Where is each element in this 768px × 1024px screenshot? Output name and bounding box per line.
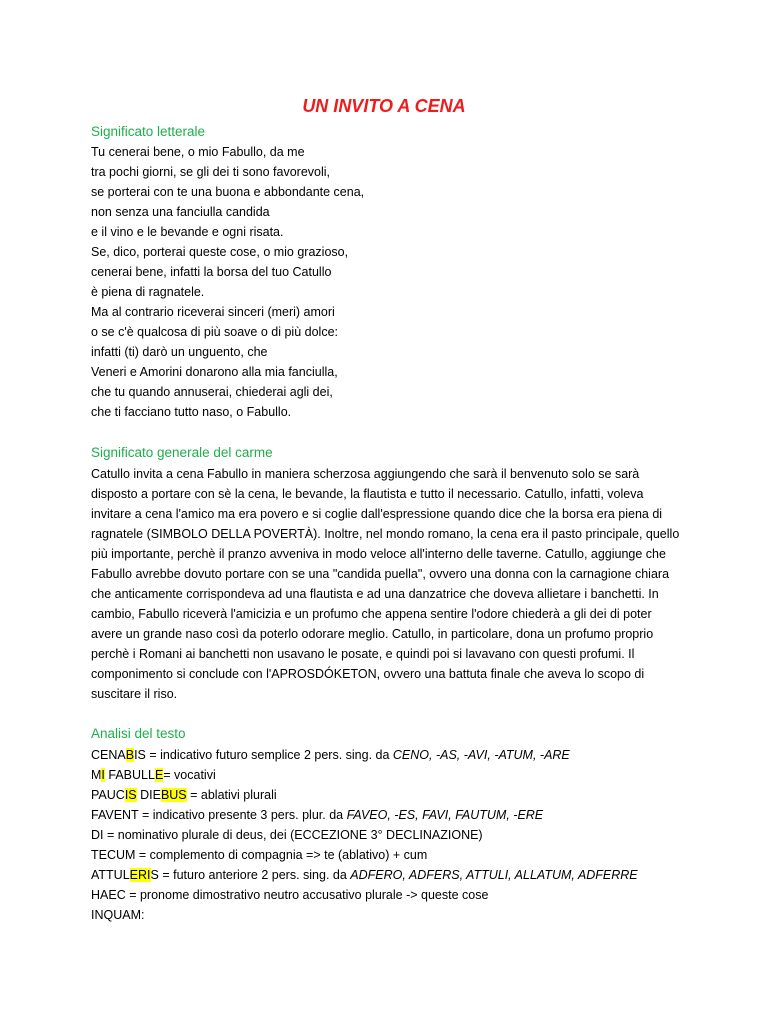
paragraph-line: ragnatele (SIMBOLO DELLA POVERTÀ). Inoltre, nel mondo romano, la cena era il pasto principale, quello	[91, 527, 680, 541]
general-heading: Significato generale del carme	[91, 445, 273, 460]
paragraph-line: più importante, perchè il pranzo avveniva in modo veloce all'interno delle taverne. Catullo, aggiunge che	[91, 547, 666, 561]
translation-line: Ma al contrario riceverai sinceri (meri) amori	[91, 305, 335, 319]
analysis-line	[91, 825, 681, 845]
paragraph-line: suscitare il riso.	[91, 687, 178, 701]
highlighted-ending: I	[101, 768, 105, 782]
paragraph-line: componimento si conclude con l'APROSDÓKETON, ovvero una battuta finale che aveva lo scopo di	[91, 667, 645, 681]
paragraph-line: avere un grande naso così da poterlo odorare meglio. Catullo, in particolare, dona un profumo proprio	[91, 627, 654, 641]
analysis-text: = vocativi	[163, 768, 216, 782]
translation-line: non senza una fanciulla candida	[91, 205, 270, 219]
highlighted-ending: BUS	[160, 788, 187, 802]
analysis-text: IS = indicativo futuro semplice 2 pers. sing. da	[134, 748, 393, 762]
analysis-text: PAUC	[91, 788, 125, 802]
analysis-heading: Analisi del testo	[91, 726, 186, 741]
analysis-line	[91, 745, 681, 765]
analysis-text: TECUM = complemento di compagnia => te (ablativo) + cum	[91, 848, 428, 862]
translation-line: che ti facciano tutto naso, o Fabullo.	[91, 405, 292, 419]
analysis-line	[91, 845, 681, 865]
highlighted-ending: E	[154, 768, 164, 782]
translation-line: è piena di ragnatele.	[91, 285, 205, 299]
analysis-text: DIE	[136, 788, 161, 802]
translation-line: se porterai con te una buona e abbondante cena,	[91, 185, 365, 199]
highlighted-ending: IS	[124, 788, 137, 802]
highlighted-ending: B	[125, 748, 135, 762]
text-analysis-list	[91, 745, 681, 925]
literal-heading: Significato letterale	[91, 124, 206, 139]
translation-line: o se c'è qualcosa di più soave o di più dolce:	[91, 325, 338, 339]
analysis-text: S = futuro anteriore 2 pers. sing. da	[150, 868, 351, 882]
verb-paradigm: CENO, -AS, -AVI, -ATUM, -ARE	[392, 748, 570, 762]
paragraph-line: che anticamente corrispondeva ad una flautista e ad una danzatrice che doveva allietare i banchetti. In	[91, 587, 659, 601]
paragraph-line: Catullo invita a cena Fabullo in maniera scherzosa aggiungendo che sarà il benvenuto solo se sarà	[91, 467, 640, 481]
verb-paradigm: FAVEO, -ES, FAVI, FAUTUM, -ERE	[346, 808, 544, 822]
analysis-text: = ablativi plurali	[186, 788, 277, 802]
analysis-text: DI = nominativo plurale di deus, dei (ECCEZIONE 3° DECLINAZIONE)	[91, 828, 483, 842]
paragraph-line: perchè i Romani ai banchetti non usavano le posate, e quindi poi si lavavano con questi profumi. Il	[91, 647, 635, 661]
analysis-line	[91, 905, 681, 925]
highlighted-ending: ERI	[129, 868, 151, 882]
analysis-text: ATTUL	[91, 868, 130, 882]
translation-line: Veneri e Amorini donarono alla mia fanciulla,	[91, 365, 338, 379]
translation-line: e il vino e le bevande e ogni risata.	[91, 225, 284, 239]
analysis-line	[91, 785, 681, 805]
analysis-line	[91, 805, 681, 825]
verb-paradigm: ADFERO, ADFERS, ATTULI, ALLATUM, ADFERRE	[350, 868, 638, 882]
paragraph-line: cambio, Fabullo riceverà l'amicizia e un profumo che appena sentire l'odore chiederà a gli dei di poter	[91, 607, 652, 621]
analysis-line	[91, 885, 681, 905]
analysis-text: CENA	[91, 748, 126, 762]
analysis-line	[91, 765, 681, 785]
analysis-line	[91, 865, 681, 885]
analysis-text: M	[91, 768, 102, 782]
translation-line: che tu quando annuserai, chiederai agli dei,	[91, 385, 333, 399]
paragraph-line: invitare a cena l'amico ma era povero e si coglie dall'espressione quando dice che la borsa era piena di	[91, 507, 663, 521]
paragraph-line: Fabullo avrebbe dovuto portare con se una "candida puella", ovvero una donna con la carnagione chiara	[91, 567, 670, 581]
paragraph-line: disposto a portare con sè la cena, le bevande, la flautista e tutto il necessario. Catullo, infatti, voleva	[91, 487, 644, 501]
analysis-text: INQUAM:	[91, 908, 145, 922]
literal-translation	[91, 142, 681, 422]
translation-line: tra pochi giorni, se gli dei ti sono favorevoli,	[91, 165, 331, 179]
translation-line: cenerai bene, infatti la borsa del tuo Catullo	[91, 265, 332, 279]
translation-line: Se, dico, porterai queste cose, o mio grazioso,	[91, 245, 349, 259]
translation-line: Tu cenerai bene, o mio Fabullo, da me	[91, 145, 305, 159]
analysis-text: HAEC = pronome dimostrativo neutro accusativo plurale -> queste cose	[91, 888, 489, 902]
page-title: UN INVITO A CENA	[302, 96, 466, 116]
analysis-text: FAVENT = indicativo presente 3 pers. plur. da	[91, 808, 347, 822]
analysis-text: FABULL	[104, 768, 155, 782]
general-meaning-paragraph	[91, 464, 681, 704]
translation-line: infatti (ti) darò un unguento, che	[91, 345, 268, 359]
